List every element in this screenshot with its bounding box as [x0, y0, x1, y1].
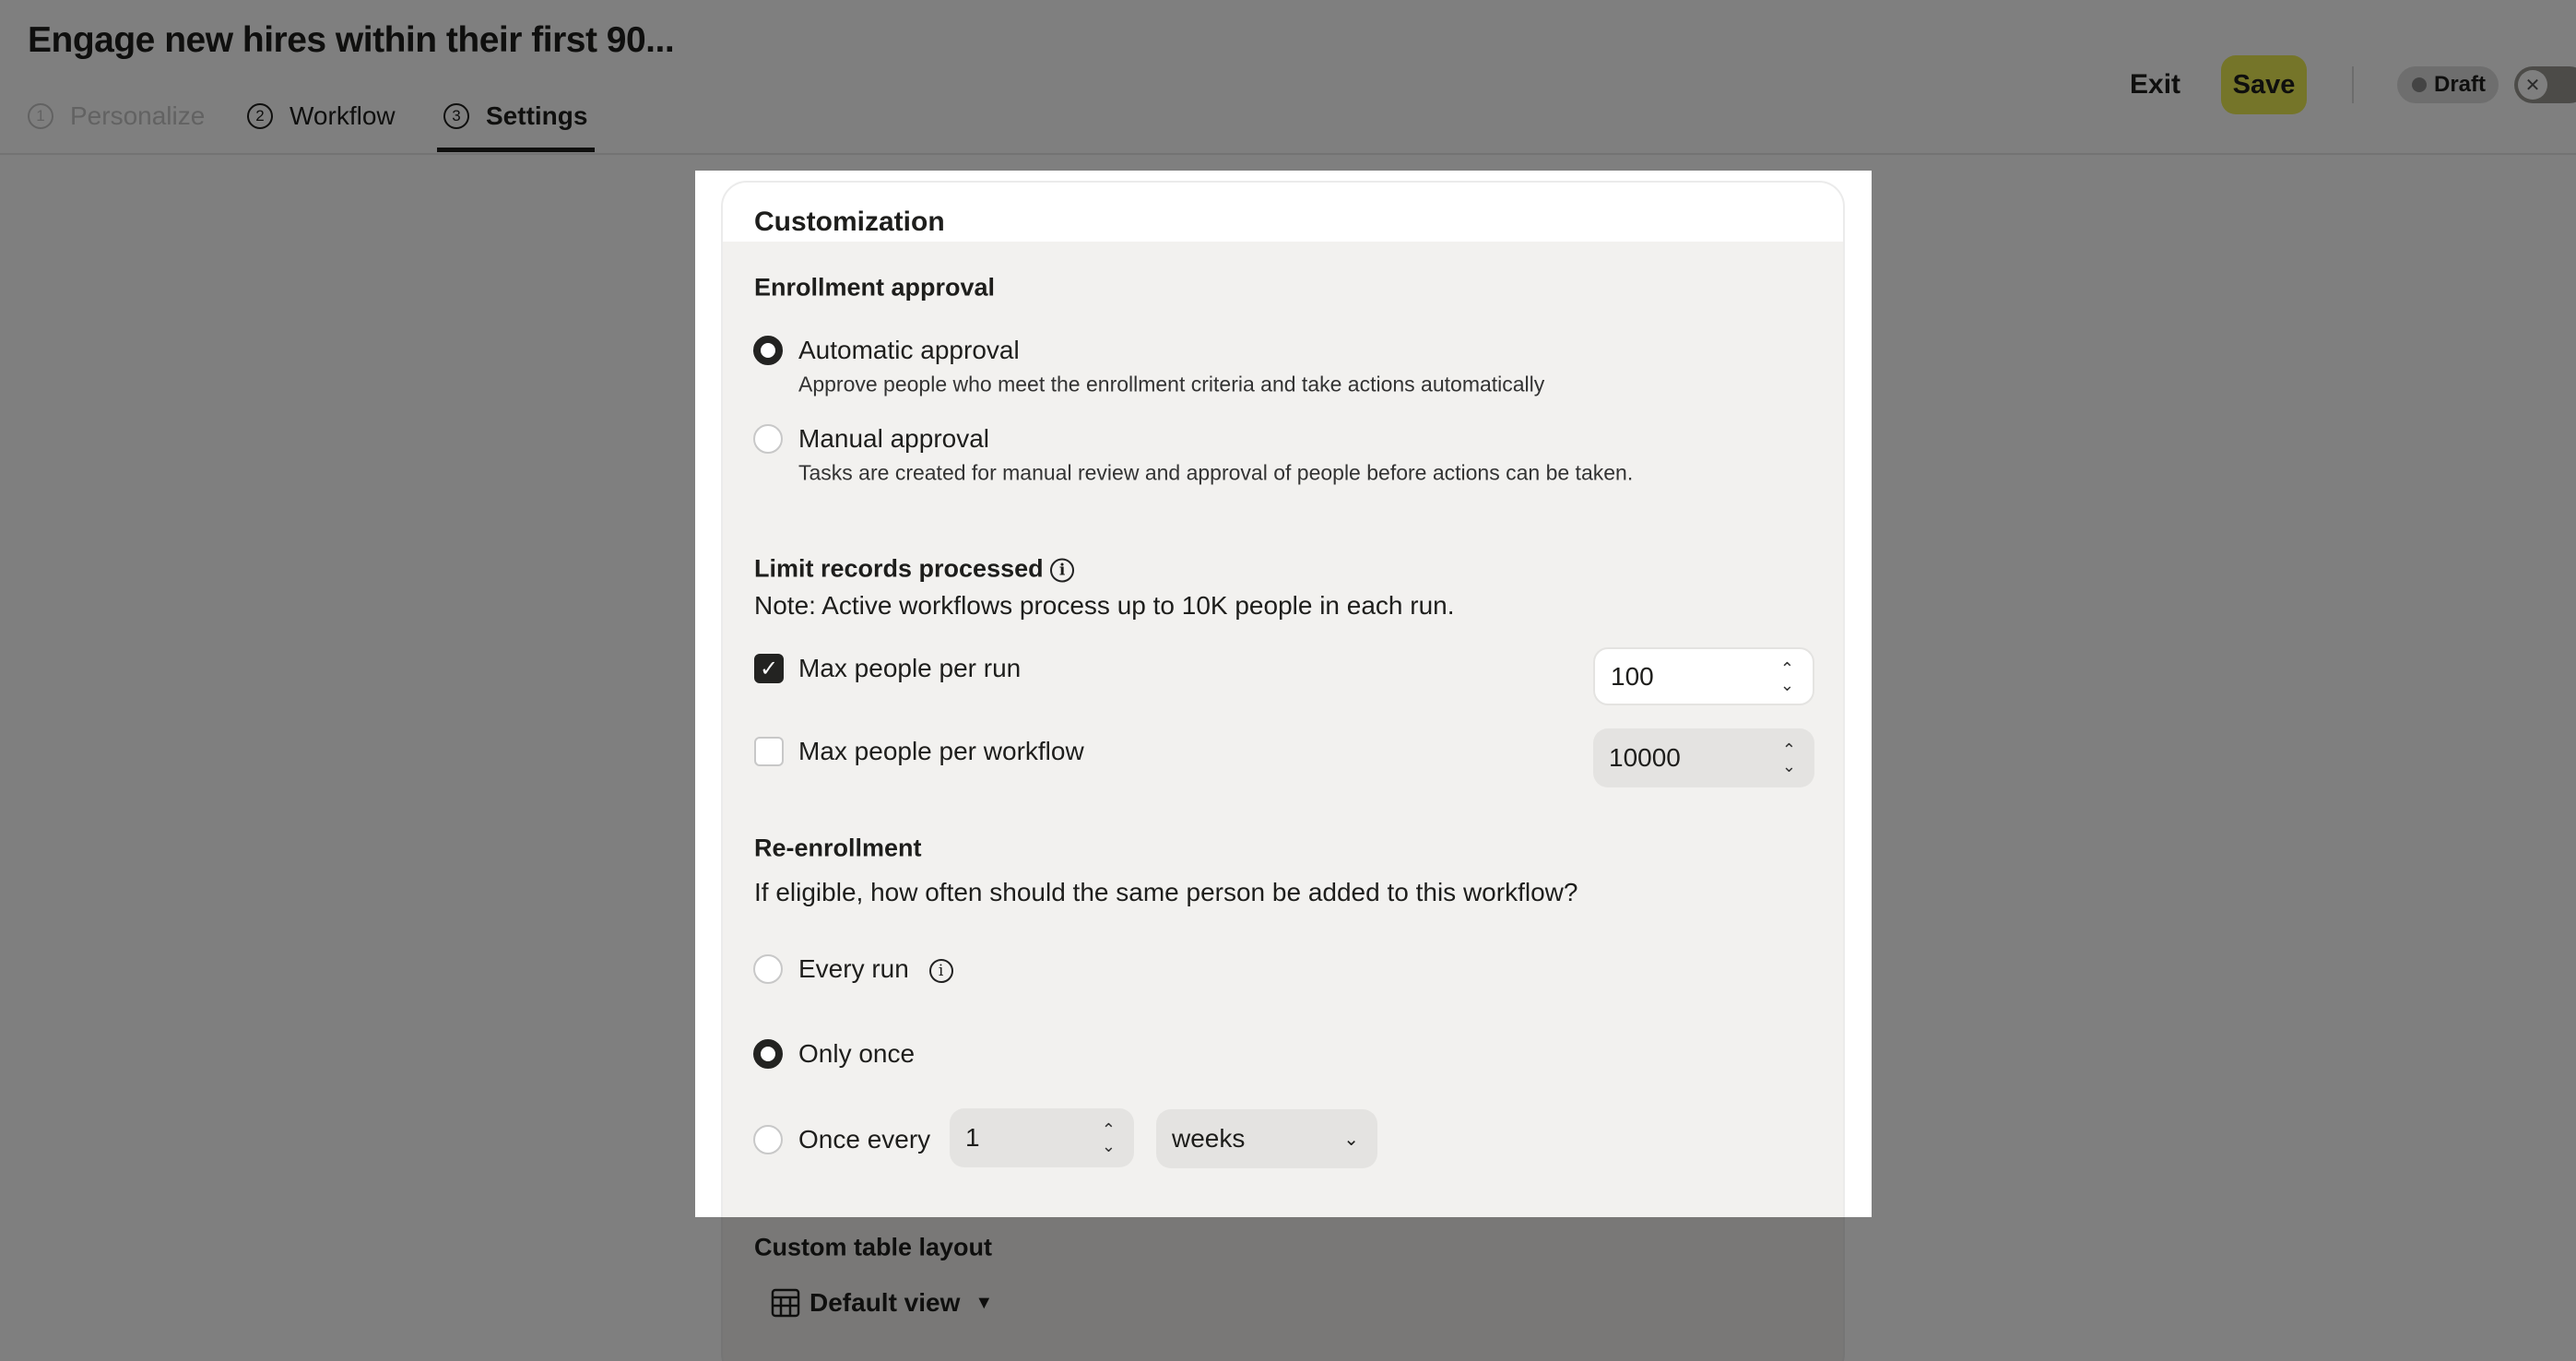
- reenrollment-heading: Re-enrollment: [754, 834, 922, 862]
- default-view-label: Default view: [809, 1288, 961, 1317]
- stepper-arrows-icon[interactable]: ⌃ ⌄: [1779, 658, 1794, 694]
- status-badge: [2397, 66, 2499, 103]
- reenrollment-question: If eligible, how often should the same person be added to this workflow?: [754, 878, 1578, 906]
- tab-personalize[interactable]: [28, 98, 205, 135]
- only-once-radio[interactable]: [753, 1039, 783, 1069]
- max-per-run-value: 100: [1611, 661, 1654, 691]
- toolbar-divider: [2352, 66, 2354, 103]
- interval-unit: weeks: [1172, 1124, 1246, 1153]
- tab-label: Workflow: [290, 101, 396, 130]
- once-every-radio[interactable]: [753, 1125, 783, 1154]
- automatic-approval-desc: Approve people who meet the enrollment criteria and take actions automatically: [798, 372, 1545, 396]
- step-2-icon: 2: [247, 103, 273, 129]
- max-per-workflow-label: Max people per workflow: [798, 737, 1084, 765]
- card-title: Customization: [754, 207, 945, 237]
- tab-workflow[interactable]: [247, 98, 396, 135]
- caret-down-icon: ▼: [975, 1292, 994, 1313]
- info-icon[interactable]: i: [929, 959, 953, 983]
- table-layout-heading: Custom table layout: [754, 1233, 993, 1261]
- x-icon: ✕: [2518, 70, 2547, 100]
- interval-stepper[interactable]: [950, 1108, 1134, 1167]
- customization-card: [721, 181, 1845, 1361]
- manual-approval-desc: Tasks are created for manual review and approval of people before actions can be taken.: [798, 460, 1634, 485]
- header-divider: [0, 153, 2576, 155]
- manual-approval-label: Manual approval: [798, 424, 990, 453]
- stepper-arrows-icon[interactable]: ⌃ ⌄: [1781, 740, 1796, 775]
- max-per-run-label: Max people per run: [798, 654, 1022, 682]
- chevron-down-icon: ⌄: [1343, 1129, 1359, 1150]
- max-per-workflow-stepper[interactable]: [1593, 728, 1814, 787]
- step-3-icon: 3: [443, 103, 469, 129]
- limit-heading-label: Limit records processed: [754, 554, 1044, 583]
- exit-button[interactable]: Exit: [2130, 66, 2180, 103]
- status-label: Draft: [2434, 72, 2487, 97]
- max-per-run-checkbox[interactable]: [754, 654, 784, 683]
- interval-unit-select[interactable]: [1156, 1109, 1377, 1168]
- interval-value: 1: [965, 1123, 980, 1152]
- max-per-workflow-value: 10000: [1609, 743, 1681, 772]
- every-run-label: [798, 954, 953, 984]
- status-dot-icon: [2412, 77, 2427, 92]
- max-per-run-stepper[interactable]: [1593, 647, 1814, 705]
- enrollment-heading: Enrollment approval: [754, 273, 996, 302]
- save-button[interactable]: Save: [2221, 55, 2307, 114]
- automatic-approval-label: Automatic approval: [798, 336, 1020, 364]
- tab-settings[interactable]: [443, 98, 587, 135]
- checkmark-icon: ✓: [759, 656, 779, 681]
- limit-heading: [754, 555, 1074, 584]
- card-header: [723, 183, 1843, 242]
- every-run-radio[interactable]: [753, 954, 783, 984]
- table-grid-icon: [771, 1288, 800, 1318]
- info-icon[interactable]: i: [1050, 558, 1074, 582]
- tab-label: Settings: [486, 101, 588, 130]
- step-1-icon: 1: [28, 103, 53, 129]
- once-every-label: Once every: [798, 1125, 931, 1154]
- activate-toggle[interactable]: [2514, 66, 2576, 103]
- manual-approval-radio[interactable]: [753, 424, 783, 454]
- automatic-approval-radio[interactable]: [753, 336, 783, 365]
- limit-note: Note: Active workflows process up to 10K people in each run.: [754, 591, 1455, 620]
- stepper-arrows-icon[interactable]: ⌃ ⌄: [1101, 1120, 1116, 1155]
- tab-label: Personalize: [70, 101, 206, 130]
- max-per-workflow-checkbox[interactable]: [754, 737, 784, 766]
- default-view-dropdown[interactable]: [771, 1288, 993, 1318]
- only-once-label: Only once: [798, 1039, 916, 1068]
- page-title: Engage new hires within their first 90...: [28, 20, 675, 60]
- every-run-text: Every run: [798, 954, 909, 983]
- active-tab-indicator: [437, 148, 595, 152]
